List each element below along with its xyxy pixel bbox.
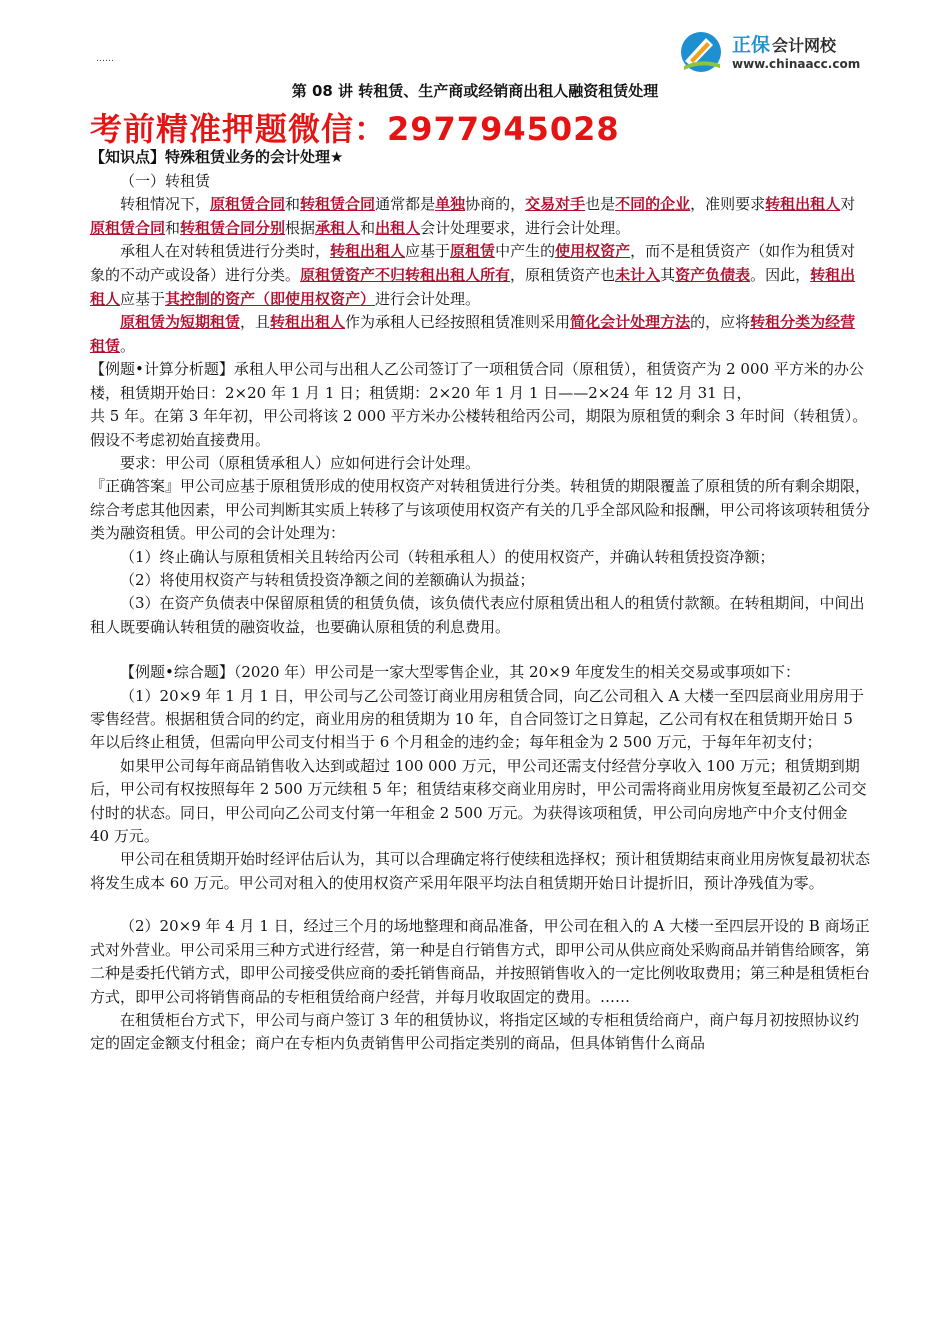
example2-item-1-assessment: 甲公司在租赁期开始时经评估后认为，其可以合理确定将行使续租选择权；预计租赁期结束商业用房恢复最初状态将发生成本 60 万元。甲公司对租入的使用权资产采用年限平均法自租赁期开始日计提折旧，预计净残值为零。 (90, 850, 871, 892)
example2-item-1: （1）20×9 年 1 月 1 日，甲公司与乙公司签订商业用房租赁合同，向乙公司租入 A 大楼一至四层商业用房用于零售经营。根据租赁合同的约定，商业用房的租赁期为 10 年，自合同签订之日算起，乙公司有权在租赁期开始日 5 年以后终止租赁，但需向甲公司支付相当于 6 个月租金的违约金；每年租金为 2 500 万元，于每年年初支付； (90, 686, 865, 752)
example1-question-cont: 共 5 年。在第 3 年年初，甲公司将该 2 000 平方米办公楼转租给丙公司，期限为原租赁的剩余 3 年时间（转租赁）。假设不考虑初始直接费用。 (90, 407, 868, 449)
knowledge-tag: 【知识点】 (90, 148, 166, 166)
example-comprehensive (90, 661, 870, 1056)
promo-banner: 考前精准押题微信：2977945028 (90, 110, 620, 148)
paragraph-classification: 承租人在对转租赁进行分类时，转租出租人应基于原租赁中产生的使用权资产，而不是租赁资产（如作为租赁对象的不动产或设备）进行分类。原租赁资产不归转租出租人所有，原租赁资产也未计入其资产负债表。因此，转租出租人应基于其控制的资产（即使用权资产）进行会计处理。 (90, 242, 856, 308)
paragraph-sublease-intro: 转租情况下，原租赁合同和转租赁合同通常都是单独协商的，交易对手也是不同的企业，准则要求转租出租人对原租赁合同和转租赁合同分别根据承租人和出租人会计处理要求，进行会计处理。 (90, 195, 856, 237)
example2-item-1-cont: 如果甲公司每年商品销售收入达到或超过 100 000 万元，甲公司还需支付经营分享收入 100 万元；租赁期到期后，甲公司有权按照每年 2 500 万元续租 5 年；租赁结束移交商业用房时，甲公司需将商业用房恢复至最初乙公司交付时的状态。同日，甲公司向乙公司支付第一年租金 2 500 万元。为获得该项租赁，甲公司向房地产中介支付佣金 40 万元。 (90, 756, 867, 846)
example1-step-2: （2）将使用权资产与转租赁投资净额之间的差额确认为损益； (120, 571, 535, 589)
example-calculation (90, 358, 870, 639)
paragraph-short-term: 原租赁为短期租赁，且转租出租人作为承租人已经按照租赁准则采用简化会计处理方法的，应将转租分类为经营租赁。 (90, 313, 856, 355)
brand-name (732, 30, 836, 57)
example2-item-2: （2）20×9 年 4 月 1 日，经过三个月的场地整理和商品准备，甲公司在租入的 A 大楼一至四层开设的 B 商场正式对外营业。甲公司采用三种方式进行经营，第一种是自行销售方式，即甲公司从供应商处采购商品并销售给顾客，第二种是委托代销方式，即甲公司接受供应商的委托销售商品，并按照销售收入的一定比例收取费用；第三种是租赁柜台方式，即甲公司将销售商品的专柜租赁给商户经营，并每月收取固定的费用。…… (90, 917, 871, 1006)
brand-name-main: 正保 (732, 34, 771, 56)
brand-logo[interactable] (676, 22, 876, 78)
brand-logo-icon (676, 28, 726, 74)
example1-question: 【例题•计算分析题】承租人甲公司与出租人乙公司签订了一项租赁合同（原租赁），租赁资产为 2 000 平方米的办公楼，租赁期开始日：2×20 年 1 月 1 日；租赁期：2×20 年 1 月 1 日——2×24 年 12 月 31 日， (90, 360, 864, 402)
header-running-text: …… (96, 54, 114, 64)
brand-url: www.chinaacc.com (732, 57, 861, 71)
knowledge-heading (90, 146, 870, 170)
example2-intro: 【例题•综合题】（2020 年）甲公司是一家大型零售企业，其 20×9 年度发生的相关交易或事项如下： (120, 663, 801, 682)
example1-step-1: （1）终止确认与原租赁相关且转给丙公司（转租承租人）的使用权资产，并确认转租赁投资净额； (120, 547, 775, 566)
section-heading: （一）转租赁 (120, 171, 211, 190)
brand-name-sub: 会计网校 (772, 36, 837, 55)
example1-answer: 『正确答案』甲公司应基于原租赁形成的使用权资产对转租赁进行分类。转租赁的期限覆盖了原租赁的所有剩余期限，综合考虑其他因素，甲公司判断其实质上转移了与该项使用权资产有关的几乎全部风险和报酬，甲公司将该项转租赁分类为融资租赁。甲公司的会计处理为： (90, 477, 871, 543)
document-body (90, 146, 870, 1056)
example1-step-3: （3）在资产负债表中保留原租赁的租赁负债，该负债代表应付原租赁出租人的租赁付款额。在转租期间，中间出租人既要确认转租赁的融资收益，也要确认原租赁的利息费用。 (90, 594, 865, 636)
example1-requirement: 要求：甲公司（原租赁承租人）应如何进行会计处理。 (120, 453, 481, 472)
knowledge-topic: 特殊租赁业务的会计处理★ (165, 148, 344, 166)
example2-item-2-cont: 在租赁柜台方式下，甲公司与商户签订 3 年的租赁协议，将指定区域的专柜租赁给商户，商户每月初按照协议约定的固定金额支付租金；商户在专柜内负责销售甲公司指定类别的商品，但具体销售什么商品 (90, 1010, 860, 1053)
page-title: 第 08 讲 转租赁、生产商或经销商出租人融资租赁处理 (291, 82, 659, 100)
